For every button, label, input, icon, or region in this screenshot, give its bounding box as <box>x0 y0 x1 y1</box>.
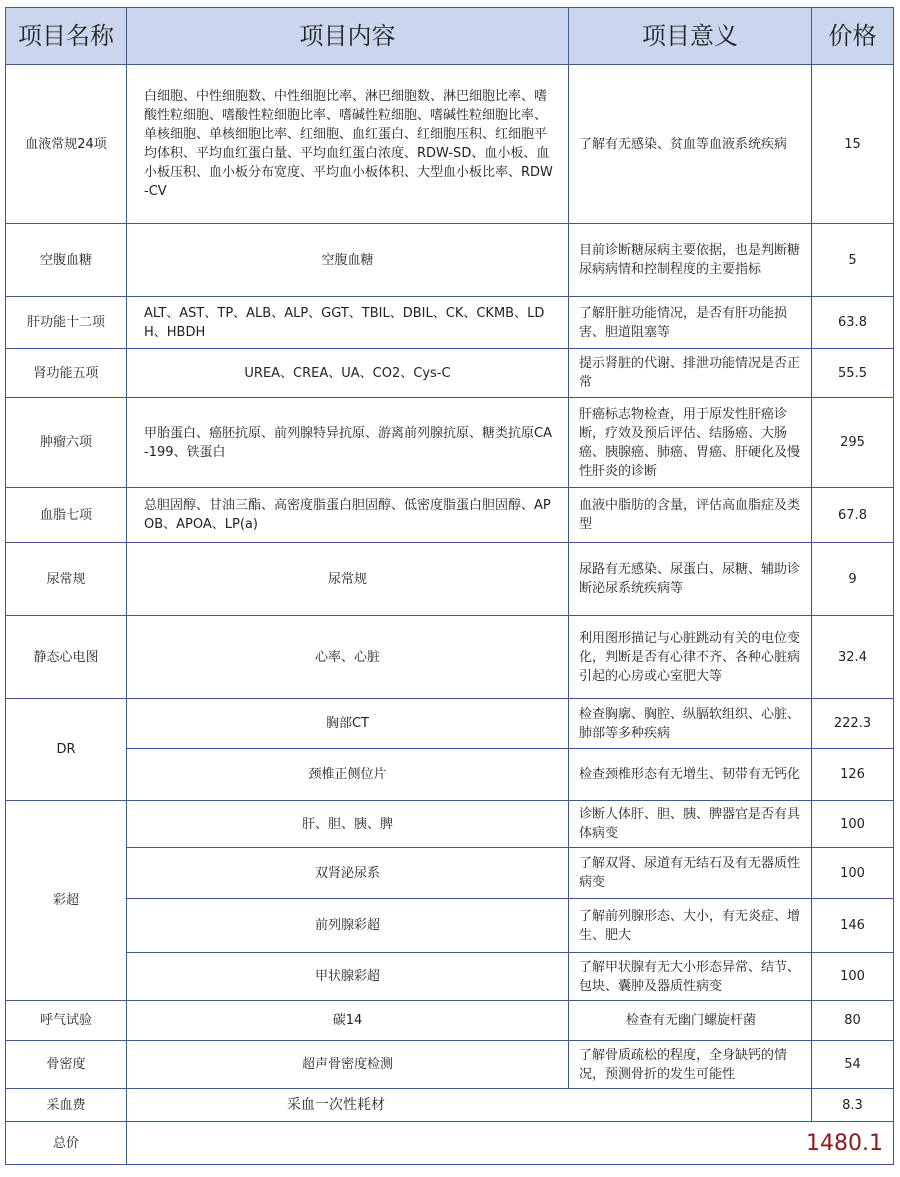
item-content: 甲状腺彩超 <box>127 953 569 1001</box>
item-price: 15 <box>812 65 894 224</box>
item-content: ALT、AST、TP、ALB、ALP、GGT、TBIL、DBIL、CK、CKMB、LDH、HBDH <box>127 297 569 349</box>
item-price: 80 <box>812 1001 894 1041</box>
item-meaning: 诊断人体肝、胆、胰、脾器官是否有具体病变 <box>569 801 812 848</box>
item-price: 8.3 <box>812 1089 894 1122</box>
item-name: 尿常规 <box>6 543 127 616</box>
item-name: 血液常规24项 <box>6 65 127 224</box>
item-price: 295 <box>812 398 894 488</box>
table-row <box>6 616 894 699</box>
table-row <box>6 699 894 749</box>
header-item-meaning: 项目意义 <box>569 8 812 65</box>
table-row <box>6 65 894 224</box>
table-row <box>6 297 894 349</box>
item-price: 100 <box>812 953 894 1001</box>
item-meaning: 了解双肾、尿道有无结石及有无器质性病变 <box>569 848 812 899</box>
item-name: 静态心电图 <box>6 616 127 699</box>
total-row <box>6 1122 894 1165</box>
item-meaning: 了解有无感染、贫血等血液系统疾病 <box>569 65 812 224</box>
item-name: 彩超 <box>6 801 127 1001</box>
item-meaning: 了解前列腺形态、大小，有无炎症、增生、肥大 <box>569 899 812 953</box>
item-name: DR <box>6 699 127 801</box>
table-header-row <box>6 8 894 65</box>
item-price: 55.5 <box>812 349 894 398</box>
item-content: 碳14 <box>127 1001 569 1041</box>
item-meaning: 了解肝脏功能情况，是否有肝功能损害、胆道阻塞等 <box>569 297 812 349</box>
item-content: 尿常规 <box>127 543 569 616</box>
item-name: 肾功能五项 <box>6 349 127 398</box>
item-content: 白细胞、中性细胞数、中性细胞比率、淋巴细胞数、淋巴细胞比率、嗜酸性粒细胞、嗜酸性粒细胞比率、嗜碱性粒细胞、嗜碱性粒细胞比率、单核细胞、单核细胞比率、红细胞、血红蛋白、红细胞压积、红细胞平均体积、平均血红蛋白量、平均血红蛋白浓度、RDW-SD、血小板、血小板压积、血小板分布宽度、平均血小板体积、大型血小板比率、RDW-CV <box>127 65 569 224</box>
item-content: 双肾泌尿系 <box>127 848 569 899</box>
table-row <box>6 749 894 801</box>
item-name: 肿瘤六项 <box>6 398 127 488</box>
item-content: 前列腺彩超 <box>127 899 569 953</box>
item-content: 甲胎蛋白、癌胚抗原、前列腺特异抗原、游离前列腺抗原、糖类抗原CA-199、铁蛋白 <box>127 398 569 488</box>
item-content: 超声骨密度检测 <box>127 1041 569 1089</box>
item-price: 100 <box>812 848 894 899</box>
item-price: 126 <box>812 749 894 801</box>
item-content: UREA、CREA、UA、CO2、Cys-C <box>127 349 569 398</box>
item-content: 总胆固醇、甘油三酯、高密度脂蛋白胆固醇、低密度脂蛋白胆固醇、APOB、APOA、LP(a) <box>127 488 569 543</box>
item-name: 呼气试验 <box>6 1001 127 1041</box>
item-meaning: 目前诊断糖尿病主要依据，也是判断糖尿病病情和控制程度的主要指标 <box>569 224 812 297</box>
header-item-content: 项目内容 <box>127 8 569 65</box>
item-meaning: 检查有无幽门螺旋杆菌 <box>569 1001 812 1041</box>
table-row <box>6 349 894 398</box>
item-meaning: 血液中脂肪的含量，评估高血脂症及类型 <box>569 488 812 543</box>
item-meaning: 肝癌标志物检查，用于原发性肝癌诊断，疗效及预后评估、结肠癌、大肠癌、胰腺癌、肺癌、胃癌、肝硬化及慢性肝炎的诊断 <box>569 398 812 488</box>
item-meaning: 了解甲状腺有无大小形态异常、结节、包块、囊肿及器质性病变 <box>569 953 812 1001</box>
item-meaning: 检查颈椎形态有无增生、韧带有无钙化 <box>569 749 812 801</box>
item-meaning: 了解骨质疏松的程度，全身缺钙的情况，预测骨折的发生可能性 <box>569 1041 812 1089</box>
item-name: 采血费 <box>6 1089 127 1122</box>
item-price: 67.8 <box>812 488 894 543</box>
item-name: 空腹血糖 <box>6 224 127 297</box>
item-content: 胸部CT <box>127 699 569 749</box>
checkup-price-table <box>5 7 894 1165</box>
item-price: 5 <box>812 224 894 297</box>
table-row <box>6 543 894 616</box>
item-price: 222.3 <box>812 699 894 749</box>
item-content: 空腹血糖 <box>127 224 569 297</box>
table-row <box>6 801 894 848</box>
item-meaning: 利用图形描记与心脏跳动有关的电位变化，判断是否有心律不齐、各种心脏病引起的心房或心室肥大等 <box>569 616 812 699</box>
item-price: 32.4 <box>812 616 894 699</box>
table-row <box>6 488 894 543</box>
item-price: 146 <box>812 899 894 953</box>
total-label: 总价 <box>6 1122 127 1165</box>
item-content: 肝、胆、胰、脾 <box>127 801 569 848</box>
item-meaning: 尿路有无感染、尿蛋白、尿糖、辅助诊断泌尿系统疾病等 <box>569 543 812 616</box>
item-name: 骨密度 <box>6 1041 127 1089</box>
item-name: 肝功能十二项 <box>6 297 127 349</box>
header-price: 价格 <box>812 8 894 65</box>
table-row <box>6 398 894 488</box>
item-price: 100 <box>812 801 894 848</box>
item-name: 血脂七项 <box>6 488 127 543</box>
table-row <box>6 1001 894 1041</box>
table-row <box>6 224 894 297</box>
table-row <box>6 899 894 953</box>
item-content: 采血一次性耗材 <box>127 1089 812 1122</box>
item-content: 颈椎正侧位片 <box>127 749 569 801</box>
item-price: 63.8 <box>812 297 894 349</box>
total-price: 1480.1 <box>127 1122 894 1165</box>
table-row <box>6 1041 894 1089</box>
table-row <box>6 1089 894 1122</box>
item-meaning: 提示肾脏的代谢、排泄功能情况是否正常 <box>569 349 812 398</box>
header-item-name: 项目名称 <box>6 8 127 65</box>
item-price: 54 <box>812 1041 894 1089</box>
item-price: 9 <box>812 543 894 616</box>
item-content: 心率、心脏 <box>127 616 569 699</box>
table-row <box>6 953 894 1001</box>
table-row <box>6 848 894 899</box>
item-meaning: 检查胸廓、胸腔、纵膈软组织、心脏、肺部等多种疾病 <box>569 699 812 749</box>
